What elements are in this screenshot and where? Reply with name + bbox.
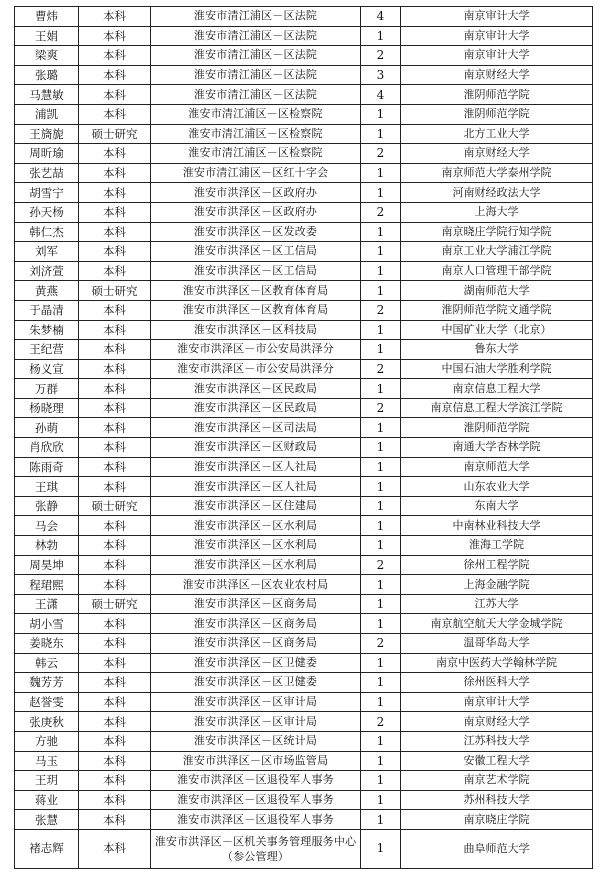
count-cell: 1 xyxy=(361,575,401,595)
unit-cell: 淮安市洪泽区－区发改委 xyxy=(151,222,361,242)
unit-cell: 淮安市洪泽区－区退役军人事务 xyxy=(151,771,361,791)
education-cell: 本科 xyxy=(79,457,151,477)
count-cell: 1 xyxy=(361,731,401,751)
name-cell: 林勃 xyxy=(15,536,79,556)
unit-cell: 淮安市洪泽区－区民政局 xyxy=(151,379,361,399)
unit-cell: 淮安市清江浦区－区法院 xyxy=(151,26,361,46)
unit-cell: 淮安市洪泽区－区退役军人事务 xyxy=(151,790,361,810)
school-cell: 淮阴师范学院 xyxy=(401,418,593,438)
table-row xyxy=(15,516,593,536)
table-row xyxy=(15,124,593,144)
table-row xyxy=(15,829,593,868)
unit-cell: 淮安市洪泽区－区工信局 xyxy=(151,242,361,262)
name-cell: 蒋业 xyxy=(15,790,79,810)
count-cell: 1 xyxy=(361,320,401,340)
unit-cell: 淮安市洪泽区－区统计局 xyxy=(151,731,361,751)
unit-cell: 淮安市清江浦区－区法院 xyxy=(151,65,361,85)
name-cell: 陈雨奇 xyxy=(15,457,79,477)
count-cell: 1 xyxy=(361,516,401,536)
table-row xyxy=(15,104,593,124)
education-cell: 本科 xyxy=(79,751,151,771)
table-row xyxy=(15,673,593,693)
table-row xyxy=(15,810,593,830)
school-cell: 南京艺术学院 xyxy=(401,771,593,791)
count-cell: 1 xyxy=(361,163,401,183)
name-cell: 胡雪宁 xyxy=(15,183,79,203)
education-cell: 本科 xyxy=(79,261,151,281)
unit-cell: 淮安市洪泽区－区工信局 xyxy=(151,261,361,281)
school-cell: 南京审计大学 xyxy=(401,7,593,27)
count-cell: 1 xyxy=(361,771,401,791)
name-cell: 王旖旎 xyxy=(15,124,79,144)
education-cell: 本科 xyxy=(79,222,151,242)
unit-cell: 淮安市洪泽区－区人社局 xyxy=(151,477,361,497)
school-cell: 中国矿业大学（北京） xyxy=(401,320,593,340)
table-row xyxy=(15,359,593,379)
unit-cell: 淮安市洪泽区－区审计局 xyxy=(151,692,361,712)
count-cell: 1 xyxy=(361,222,401,242)
school-cell: 温哥华岛大学 xyxy=(401,634,593,654)
school-cell: 河南财经政法大学 xyxy=(401,183,593,203)
table-row xyxy=(15,281,593,301)
education-cell: 本科 xyxy=(79,516,151,536)
education-cell: 本科 xyxy=(79,712,151,732)
school-cell: 淮海工学院 xyxy=(401,536,593,556)
table-row xyxy=(15,398,593,418)
table-row xyxy=(15,457,593,477)
name-cell: 周昕瑜 xyxy=(15,144,79,164)
name-cell: 杨晓理 xyxy=(15,398,79,418)
count-cell: 2 xyxy=(361,712,401,732)
education-cell: 硕士研究 xyxy=(79,496,151,516)
school-cell: 南通大学杏林学院 xyxy=(401,438,593,458)
school-cell: 南京工业大学浦江学院 xyxy=(401,242,593,262)
education-cell: 本科 xyxy=(79,692,151,712)
school-cell: 南京审计大学 xyxy=(401,26,593,46)
count-cell: 2 xyxy=(361,300,401,320)
name-cell: 孙萌 xyxy=(15,418,79,438)
table-row xyxy=(15,731,593,751)
table-row xyxy=(15,85,593,105)
education-cell: 本科 xyxy=(79,555,151,575)
count-cell: 1 xyxy=(361,692,401,712)
count-cell: 1 xyxy=(361,829,401,868)
count-cell: 2 xyxy=(361,634,401,654)
count-cell: 1 xyxy=(361,438,401,458)
name-cell: 褚志辉 xyxy=(15,829,79,868)
count-cell: 1 xyxy=(361,418,401,438)
count-cell: 1 xyxy=(361,751,401,771)
count-cell: 1 xyxy=(361,242,401,262)
name-cell: 张静 xyxy=(15,496,79,516)
school-cell: 南京审计大学 xyxy=(401,692,593,712)
count-cell: 1 xyxy=(361,810,401,830)
unit-cell: 淮安市洪泽区－市公安局洪泽分 xyxy=(151,340,361,360)
unit-cell: 淮安市洪泽区－区卫健委 xyxy=(151,673,361,693)
name-cell: 刘军 xyxy=(15,242,79,262)
education-cell: 硕士研究 xyxy=(79,281,151,301)
unit-cell: 淮安市洪泽区－区教育体育局 xyxy=(151,281,361,301)
school-cell: 南京师范大学泰州学院 xyxy=(401,163,593,183)
count-cell: 2 xyxy=(361,144,401,164)
table-row xyxy=(15,692,593,712)
school-cell: 江苏大学 xyxy=(401,594,593,614)
count-cell: 1 xyxy=(361,104,401,124)
education-cell: 本科 xyxy=(79,183,151,203)
table-row xyxy=(15,555,593,575)
name-cell: 肖欣欣 xyxy=(15,438,79,458)
school-cell: 徐州医科大学 xyxy=(401,673,593,693)
table-row xyxy=(15,790,593,810)
unit-cell: 淮安市洪泽区－区商务局 xyxy=(151,634,361,654)
table-row xyxy=(15,183,593,203)
school-cell: 上海大学 xyxy=(401,202,593,222)
name-cell: 韩云 xyxy=(15,653,79,673)
school-cell: 曲阜师范大学 xyxy=(401,829,593,868)
education-cell: 本科 xyxy=(79,242,151,262)
education-cell: 本科 xyxy=(79,634,151,654)
unit-cell: 淮安市洪泽区－区市场监管局 xyxy=(151,751,361,771)
education-cell: 本科 xyxy=(79,379,151,399)
table-row xyxy=(15,320,593,340)
unit-cell: 淮安市洪泽区－区人社局 xyxy=(151,457,361,477)
unit-cell: 淮安市清江浦区－区检察院 xyxy=(151,144,361,164)
table-row xyxy=(15,771,593,791)
school-cell: 南京晓庄学院行知学院 xyxy=(401,222,593,242)
table-row xyxy=(15,575,593,595)
name-cell: 赵誉雯 xyxy=(15,692,79,712)
unit-cell: 淮安市洪泽区－市公安局洪泽分 xyxy=(151,359,361,379)
table-row xyxy=(15,144,593,164)
unit-cell: 淮安市洪泽区－区农业农村局 xyxy=(151,575,361,595)
unit-cell: 淮安市清江浦区－区法院 xyxy=(151,46,361,66)
education-cell: 本科 xyxy=(79,65,151,85)
name-cell: 王琪 xyxy=(15,477,79,497)
count-cell: 1 xyxy=(361,496,401,516)
education-cell: 本科 xyxy=(79,829,151,868)
education-cell: 本科 xyxy=(79,673,151,693)
education-cell: 本科 xyxy=(79,731,151,751)
count-cell: 2 xyxy=(361,398,401,418)
table-row xyxy=(15,594,593,614)
unit-cell: 淮安市洪泽区－区司法局 xyxy=(151,418,361,438)
unit-cell: 淮安市洪泽区－区政府办 xyxy=(151,183,361,203)
count-cell: 2 xyxy=(361,359,401,379)
table-row xyxy=(15,418,593,438)
education-cell: 本科 xyxy=(79,477,151,497)
table-row xyxy=(15,477,593,497)
education-cell: 硕士研究 xyxy=(79,594,151,614)
school-cell: 南京中医药大学翰林学院 xyxy=(401,653,593,673)
education-cell: 本科 xyxy=(79,438,151,458)
name-cell: 张璐 xyxy=(15,65,79,85)
unit-cell: 淮安市清江浦区－区检察院 xyxy=(151,124,361,144)
unit-cell: 淮安市洪泽区－区退役军人事务 xyxy=(151,810,361,830)
table-row xyxy=(15,7,593,27)
school-cell: 南京财经大学 xyxy=(401,144,593,164)
count-cell: 1 xyxy=(361,457,401,477)
name-cell: 王娟 xyxy=(15,26,79,46)
table-row xyxy=(15,242,593,262)
education-cell: 本科 xyxy=(79,359,151,379)
school-cell: 上海金融学院 xyxy=(401,575,593,595)
count-cell: 1 xyxy=(361,790,401,810)
school-cell: 淮阴师范学院 xyxy=(401,85,593,105)
count-cell: 1 xyxy=(361,124,401,144)
school-cell: 鲁东大学 xyxy=(401,340,593,360)
table-row xyxy=(15,653,593,673)
education-cell: 本科 xyxy=(79,340,151,360)
table-row xyxy=(15,261,593,281)
count-cell: 4 xyxy=(361,85,401,105)
school-cell: 南京审计大学 xyxy=(401,46,593,66)
count-cell: 2 xyxy=(361,555,401,575)
education-cell: 本科 xyxy=(79,104,151,124)
name-cell: 梁爽 xyxy=(15,46,79,66)
school-cell: 南京人口管理干部学院 xyxy=(401,261,593,281)
table-row xyxy=(15,163,593,183)
education-cell: 本科 xyxy=(79,26,151,46)
count-cell: 1 xyxy=(361,477,401,497)
count-cell: 1 xyxy=(361,379,401,399)
education-cell: 本科 xyxy=(79,320,151,340)
table-row xyxy=(15,300,593,320)
name-cell: 魏芳芳 xyxy=(15,673,79,693)
name-cell: 王潇 xyxy=(15,594,79,614)
unit-cell: 淮安市洪泽区－区民政局 xyxy=(151,398,361,418)
unit-cell: 淮安市洪泽区－区商务局 xyxy=(151,614,361,634)
count-cell: 1 xyxy=(361,26,401,46)
unit-cell: 淮安市洪泽区－区卫健委 xyxy=(151,653,361,673)
name-cell: 周昊坤 xyxy=(15,555,79,575)
education-cell: 本科 xyxy=(79,575,151,595)
unit-cell: 淮安市洪泽区－区财政局 xyxy=(151,438,361,458)
education-cell: 本科 xyxy=(79,653,151,673)
count-cell: 2 xyxy=(361,202,401,222)
unit-cell: 淮安市洪泽区－区水利局 xyxy=(151,516,361,536)
school-cell: 南京晓庄学院 xyxy=(401,810,593,830)
unit-cell: 淮安市洪泽区－区住建局 xyxy=(151,496,361,516)
name-cell: 万群 xyxy=(15,379,79,399)
unit-cell: 淮安市洪泽区－区机关事务管理服务中心（参公管理） xyxy=(151,829,361,868)
unit-cell: 淮安市洪泽区－区教育体育局 xyxy=(151,300,361,320)
name-cell: 于晶清 xyxy=(15,300,79,320)
education-cell: 本科 xyxy=(79,771,151,791)
name-cell: 黄燕 xyxy=(15,281,79,301)
school-cell: 东南大学 xyxy=(401,496,593,516)
education-cell: 本科 xyxy=(79,144,151,164)
school-cell: 淮阴师范学院文通学院 xyxy=(401,300,593,320)
unit-cell: 淮安市洪泽区－区科技局 xyxy=(151,320,361,340)
count-cell: 1 xyxy=(361,536,401,556)
count-cell: 1 xyxy=(361,340,401,360)
table-row xyxy=(15,26,593,46)
unit-cell: 淮安市清江浦区－区法院 xyxy=(151,85,361,105)
name-cell: 刘济萱 xyxy=(15,261,79,281)
name-cell: 王玥 xyxy=(15,771,79,791)
count-cell: 1 xyxy=(361,594,401,614)
table-row xyxy=(15,379,593,399)
education-cell: 本科 xyxy=(79,536,151,556)
table-row xyxy=(15,340,593,360)
name-cell: 孙天杨 xyxy=(15,202,79,222)
unit-cell: 淮安市洪泽区－区审计局 xyxy=(151,712,361,732)
name-cell: 马慧敏 xyxy=(15,85,79,105)
name-cell: 张慧 xyxy=(15,810,79,830)
school-cell: 湖南师范大学 xyxy=(401,281,593,301)
table-body xyxy=(15,7,593,869)
unit-cell: 淮安市洪泽区－区水利局 xyxy=(151,555,361,575)
name-cell: 杨义宣 xyxy=(15,359,79,379)
school-cell: 中国石油大学胜利学院 xyxy=(401,359,593,379)
table-row xyxy=(15,46,593,66)
education-cell: 本科 xyxy=(79,202,151,222)
school-cell: 徐州工程学院 xyxy=(401,555,593,575)
school-cell: 江苏科技大学 xyxy=(401,731,593,751)
school-cell: 中南林业科技大学 xyxy=(401,516,593,536)
name-cell: 王纪营 xyxy=(15,340,79,360)
name-cell: 韩仁杰 xyxy=(15,222,79,242)
table-row xyxy=(15,536,593,556)
table-row xyxy=(15,202,593,222)
education-cell: 本科 xyxy=(79,418,151,438)
education-cell: 本科 xyxy=(79,85,151,105)
name-cell: 胡小雪 xyxy=(15,614,79,634)
school-cell: 南京信息工程大学 xyxy=(401,379,593,399)
table-row xyxy=(15,614,593,634)
education-cell: 本科 xyxy=(79,7,151,27)
name-cell: 方驰 xyxy=(15,731,79,751)
education-cell: 本科 xyxy=(79,614,151,634)
school-cell: 南京信息工程大学滨江学院 xyxy=(401,398,593,418)
count-cell: 1 xyxy=(361,261,401,281)
unit-cell: 淮安市洪泽区－区商务局 xyxy=(151,594,361,614)
unit-cell: 淮安市清江浦区－区法院 xyxy=(151,7,361,27)
education-cell: 本科 xyxy=(79,300,151,320)
count-cell: 1 xyxy=(361,281,401,301)
count-cell: 1 xyxy=(361,653,401,673)
school-cell: 南京财经大学 xyxy=(401,712,593,732)
count-cell: 1 xyxy=(361,673,401,693)
count-cell: 2 xyxy=(361,46,401,66)
table-row xyxy=(15,712,593,732)
school-cell: 南京财经大学 xyxy=(401,65,593,85)
education-cell: 本科 xyxy=(79,810,151,830)
count-cell: 3 xyxy=(361,65,401,85)
name-cell: 朱梦楠 xyxy=(15,320,79,340)
school-cell: 山东农业大学 xyxy=(401,477,593,497)
education-cell: 本科 xyxy=(79,163,151,183)
table-row xyxy=(15,438,593,458)
table-row xyxy=(15,634,593,654)
name-cell: 马会 xyxy=(15,516,79,536)
name-cell: 张庚秋 xyxy=(15,712,79,732)
education-cell: 本科 xyxy=(79,46,151,66)
count-cell: 4 xyxy=(361,7,401,27)
table-row xyxy=(15,65,593,85)
table-row xyxy=(15,496,593,516)
unit-cell: 淮安市洪泽区－区政府办 xyxy=(151,202,361,222)
count-cell: 1 xyxy=(361,614,401,634)
name-cell: 马玉 xyxy=(15,751,79,771)
name-cell: 曹炜 xyxy=(15,7,79,27)
education-cell: 本科 xyxy=(79,398,151,418)
unit-cell: 淮安市洪泽区－区水利局 xyxy=(151,536,361,556)
name-cell: 程珺熙 xyxy=(15,575,79,595)
education-cell: 本科 xyxy=(79,790,151,810)
table-row xyxy=(15,751,593,771)
name-cell: 浦凯 xyxy=(15,104,79,124)
personnel-table xyxy=(14,6,593,869)
count-cell: 1 xyxy=(361,183,401,203)
school-cell: 苏州科技大学 xyxy=(401,790,593,810)
school-cell: 北方工业大学 xyxy=(401,124,593,144)
name-cell: 张艺喆 xyxy=(15,163,79,183)
school-cell: 安徽工程大学 xyxy=(401,751,593,771)
unit-cell: 淮安市清江浦区－区红十字会 xyxy=(151,163,361,183)
school-cell: 南京师范大学 xyxy=(401,457,593,477)
name-cell: 姜晓东 xyxy=(15,634,79,654)
table-row xyxy=(15,222,593,242)
education-cell: 硕士研究 xyxy=(79,124,151,144)
school-cell: 南京航空航天大学金城学院 xyxy=(401,614,593,634)
unit-cell: 淮安市清江浦区－区检察院 xyxy=(151,104,361,124)
school-cell: 淮阴师范学院 xyxy=(401,104,593,124)
